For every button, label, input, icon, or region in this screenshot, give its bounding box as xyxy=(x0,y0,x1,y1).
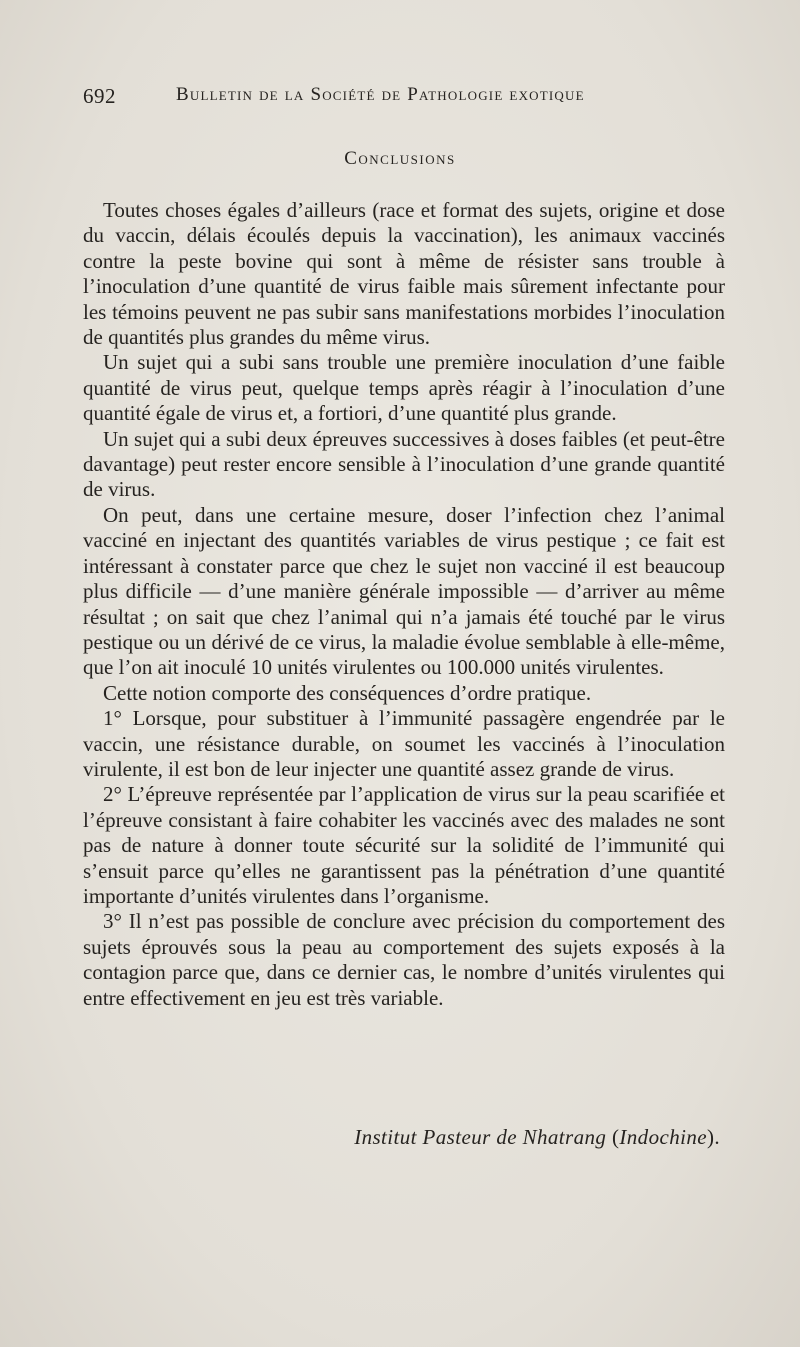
paragraph: Cette notion comporte des conséquences d’ordre pratique. xyxy=(103,680,592,705)
page-number: 692 xyxy=(83,84,116,108)
section-title: Conclusions xyxy=(344,148,456,169)
paragraph: 1° Lorsque, pour substituer à l’immunité passagère engendrée par le vaccin, une résistance durable, on soumet les vaccinés à l’inoculation virulente, il est bon de leur injecter une quantité assez grande de virus. xyxy=(83,706,725,781)
paragraph: On peut, dans une certaine mesure, doser l’infection chez l’animal vacciné en injectant des quantités variables de virus pestique ; ce fait est intéressant à constater parce que chez le sujet non vacciné il est beaucoup plus difficile — d’une manière générale impossible — d’arriver au même résultat ; on sait que chez l’animal qui n’a jamais été touché par le virus pestique ou un dérivé de ce virus, la maladie évolue semblable à elle-même, que l’on ait inoculé 10 unités virulentes ou 100.000 unités virulentes. xyxy=(83,502,725,680)
paragraph: Un sujet qui a subi deux épreuves successives à doses faibles (et peut-être davantage) peut rester encore sensible à l’inoculation d’une grande quantité de virus. xyxy=(83,426,725,502)
paragraph: Toutes choses égales d’ailleurs (race et format des sujets, origine et dose du vaccin, délais écoulés depuis la vaccination), les animaux vaccinés contre la peste bovine qui sont à même de résister sans trouble à l’inoculation d’une quantité de virus faible mais sûrement infectante pour les témoins peuvent ne pas subir sans manifestations morbides l’inoculation de quantités plus grandes du même virus. xyxy=(83,198,725,350)
running-title: Bulletin de la Société de Pathologie exotique xyxy=(176,84,585,105)
paragraph: 2° L’épreuve représentée par l’application de virus sur la peau scarifiée et l’épreuve consistant à faire cohabiter les vaccinés avec des malades ne sont pas de nature à donner toute sécurité sur la solidité de l’immunité qui s’ensuit parce qu’elles ne garantissent pas la pénétration d’une quantité importante d’unités virulentes dans l’organisme. xyxy=(83,782,725,908)
paragraph: Un sujet qui a subi sans trouble une première inoculation d’une faible quantité de virus peut, quelque temps après réagir à l’inoculation d’une quantité égale de virus et, a fortiori, d’une quantité plus grande. xyxy=(83,350,725,426)
body-text xyxy=(83,198,725,1011)
signature-close-paren: ). xyxy=(706,1125,720,1149)
signature xyxy=(0,1125,720,1150)
signature-place: Indochine xyxy=(619,1125,707,1149)
signature-open-paren: ( xyxy=(611,1125,620,1149)
signature-institute: Institut Pasteur de Nhatrang xyxy=(354,1125,607,1149)
paragraph: 3° Il n’est pas possible de conclure avec précision du comportement des sujets éprouvés sous la peau au comportement des sujets exposés à la contagion parce que, dans ce dernier cas, le nombre d’unités virulentes qui entre effectivement en jeu est très variable. xyxy=(83,909,725,1010)
page-header xyxy=(83,84,723,114)
